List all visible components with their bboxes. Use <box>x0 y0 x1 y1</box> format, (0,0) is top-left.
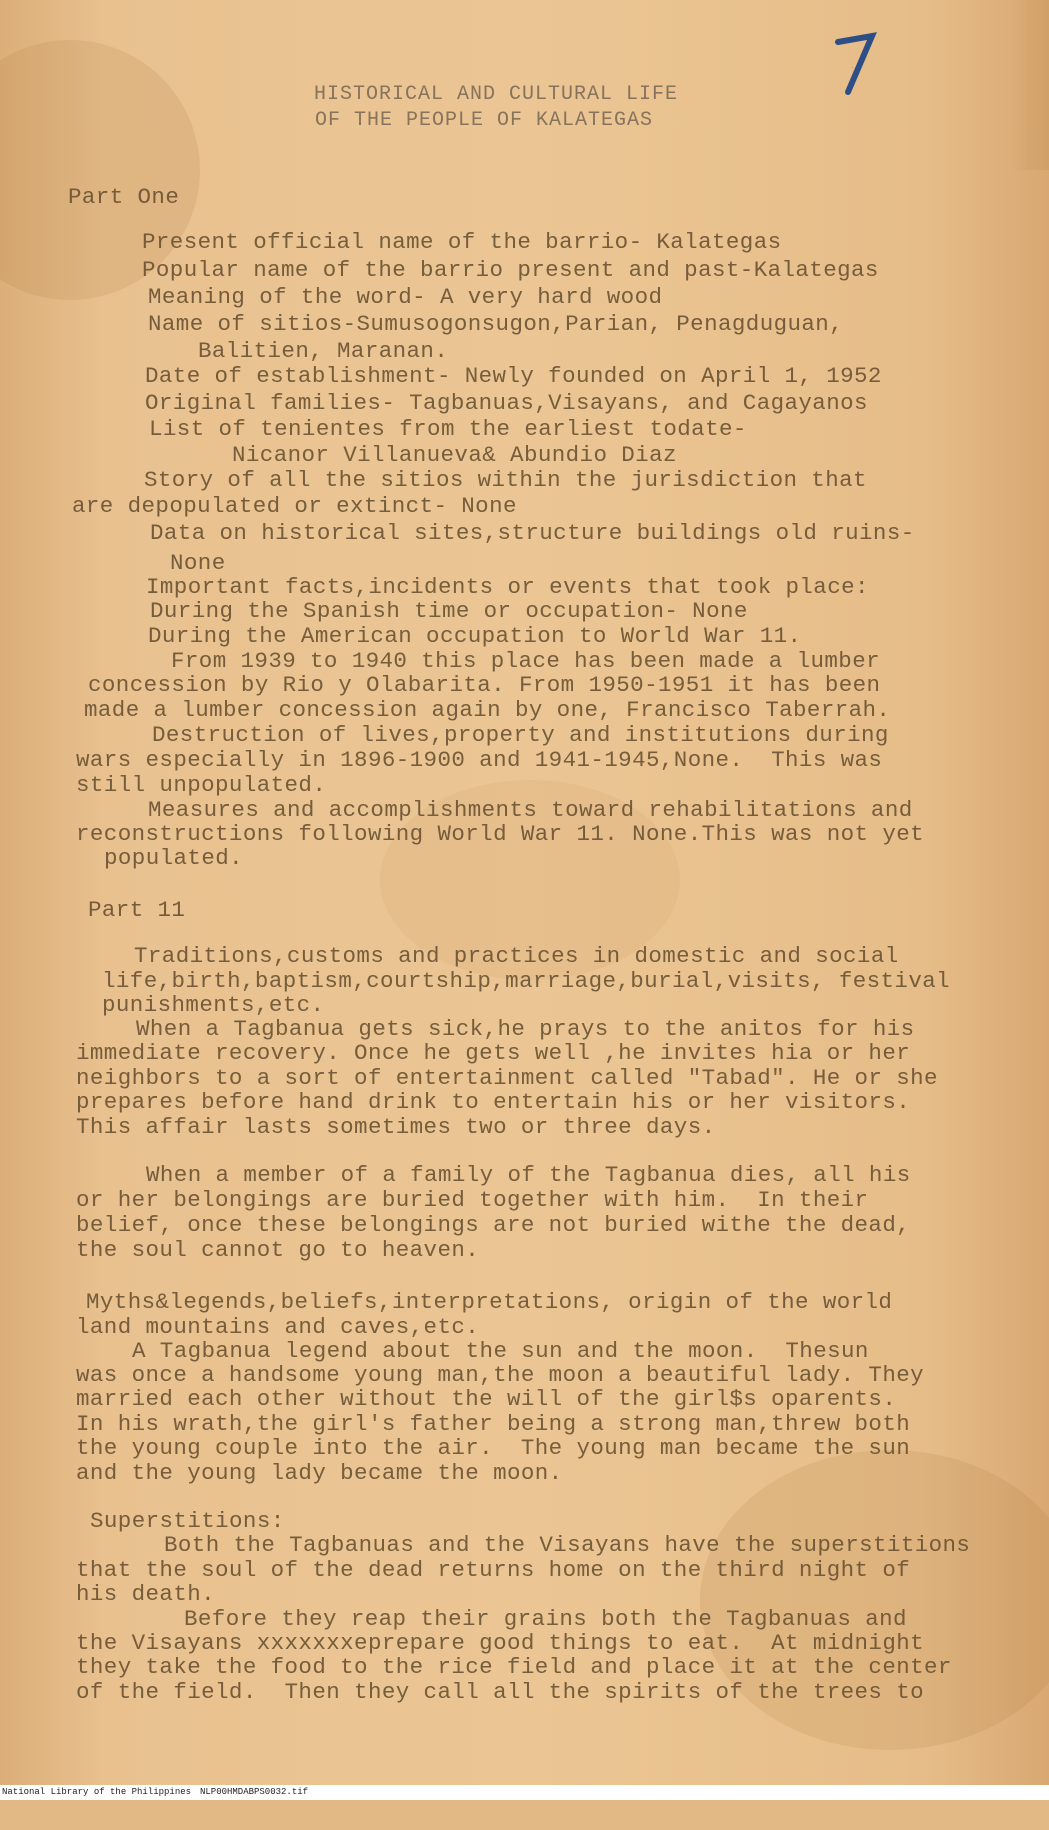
section-heading-part-one: Part One <box>68 184 180 210</box>
text-line: When a Tagbanua gets sick,he prays to the anitos for his <box>136 1016 915 1042</box>
scan-footer <box>0 1785 1049 1800</box>
text-line: reconstructions following World War 11. None.This was not yet <box>76 821 925 847</box>
paper-stain <box>700 1450 1049 1750</box>
text-line: that the soul of the dead returns home on the third night of <box>76 1557 911 1583</box>
text-line: A Tagbanua legend about the sun and the moon. Thesun <box>132 1338 869 1364</box>
text-line: wars especially in 1896-1900 and 1941-1945,None. This was <box>76 747 883 773</box>
text-line: Data on historical sites,structure buildings old ruins- <box>150 520 915 546</box>
text-line: During the Spanish time or occupation- None <box>150 598 748 624</box>
text-line: Original families- Tagbanuas,Visayans, and Cagayanos <box>145 390 868 416</box>
text-line: the Visayans xxxxxxxeprepare good things to eat. At midnight <box>76 1630 925 1656</box>
text-line: Both the Tagbanuas and the Visayans have the superstitions <box>164 1532 971 1558</box>
text-line: Story of all the sitios within the jurisdiction that <box>144 467 867 493</box>
text-line: or her belongings are buried together with him. In their <box>76 1187 869 1213</box>
text-line: life,birth,baptism,courtship,marriage,burial,visits, festival <box>102 968 951 994</box>
text-line: his death. <box>76 1581 216 1607</box>
text-line: Destruction of lives,property and institutions during <box>152 722 889 748</box>
text-line: still unpopulated. <box>76 772 327 798</box>
text-line: This affair lasts sometimes two or three days. <box>76 1114 716 1140</box>
document-title-line-1: HISTORICAL AND CULTURAL LIFE <box>314 83 679 106</box>
text-line: made a lumber concession again by one, Francisco Taberrah. <box>84 697 891 723</box>
text-line: When a member of a family of the Tagbanua dies, all his <box>146 1162 911 1188</box>
footer-file-name: NLP00HMDABPS0032.tif <box>200 1787 309 1797</box>
text-line: concession by Rio y Olabarita. From 1950-1951 it has been <box>88 672 881 698</box>
text-line: Name of sitios-Sumusogonsugon,Parian, Penagduguan, <box>148 311 844 337</box>
text-line: was once a handsome young man,the moon a beautiful lady. They <box>76 1362 925 1388</box>
text-line: Present official name of the barrio- Kalategas <box>142 229 782 255</box>
text-line: None <box>170 550 226 576</box>
text-line: Date of establishment- Newly founded on April 1, 1952 <box>145 363 882 389</box>
text-line: immediate recovery. Once he gets well ,he invites hia or her <box>76 1040 911 1066</box>
text-line: and the young lady became the moon. <box>76 1460 563 1486</box>
text-line: Important facts,incidents or events that took place: <box>146 574 869 600</box>
text-line: married each other without the will of the girl$s oparents. <box>76 1386 897 1412</box>
page-number-mark <box>830 28 880 98</box>
text-line: From 1939 to 1940 this place has been made a lumber <box>171 648 881 674</box>
text-line: Popular name of the barrio present and past-Kalategas <box>142 257 879 283</box>
text-line: populated. <box>104 845 244 871</box>
text-line: Balitien, Maranan. <box>198 338 449 364</box>
text-line: the young couple into the air. The young man became the sun <box>76 1435 911 1461</box>
text-line: are depopulated or extinct- None <box>72 493 517 519</box>
text-line: neighbors to a sort of entertainment called "Tabad". He or she <box>76 1065 938 1091</box>
text-line: Traditions,customs and practices in domestic and social <box>134 943 899 969</box>
text-line: List of tenientes from the earliest todate- <box>149 416 747 442</box>
text-line: Measures and accomplishments toward rehabilitations and <box>148 797 913 823</box>
text-line: they take the food to the rice field and place it at the center <box>76 1654 952 1680</box>
text-line: In his wrath,the girl's father being a strong man,threw both <box>76 1411 911 1437</box>
torn-edge <box>1009 0 1049 170</box>
section-heading-part-two: Part 11 <box>88 897 186 923</box>
text-line: Nicanor Villanueva& Abundio Diaz <box>232 442 677 468</box>
text-line: Before they reap their grains both the Tagbanuas and <box>184 1606 907 1632</box>
text-line: land mountains and caves,etc. <box>76 1314 480 1340</box>
text-line: the soul cannot go to heaven. <box>76 1237 480 1263</box>
text-line: of the field. Then they call all the spirits of the trees to <box>76 1679 925 1705</box>
footer-library: National Library of the Philippines <box>2 1787 192 1797</box>
text-line: belief, once these belongings are not buried withe the dead, <box>76 1212 911 1238</box>
text-line: Meaning of the word- A very hard wood <box>148 284 663 310</box>
text-line: punishments,etc. <box>102 992 325 1018</box>
document-title-line-2: OF THE PEOPLE OF KALATEGAS <box>315 109 654 132</box>
text-line: During the American occupation to World War 11. <box>148 623 802 649</box>
text-line: Myths&legends,beliefs,interpretations, origin of the world <box>86 1289 893 1315</box>
text-line: prepares before hand drink to entertain his or her visitors. <box>76 1089 911 1115</box>
page-number-text: 7 <box>852 66 854 69</box>
text-line: Superstitions: <box>90 1508 285 1534</box>
